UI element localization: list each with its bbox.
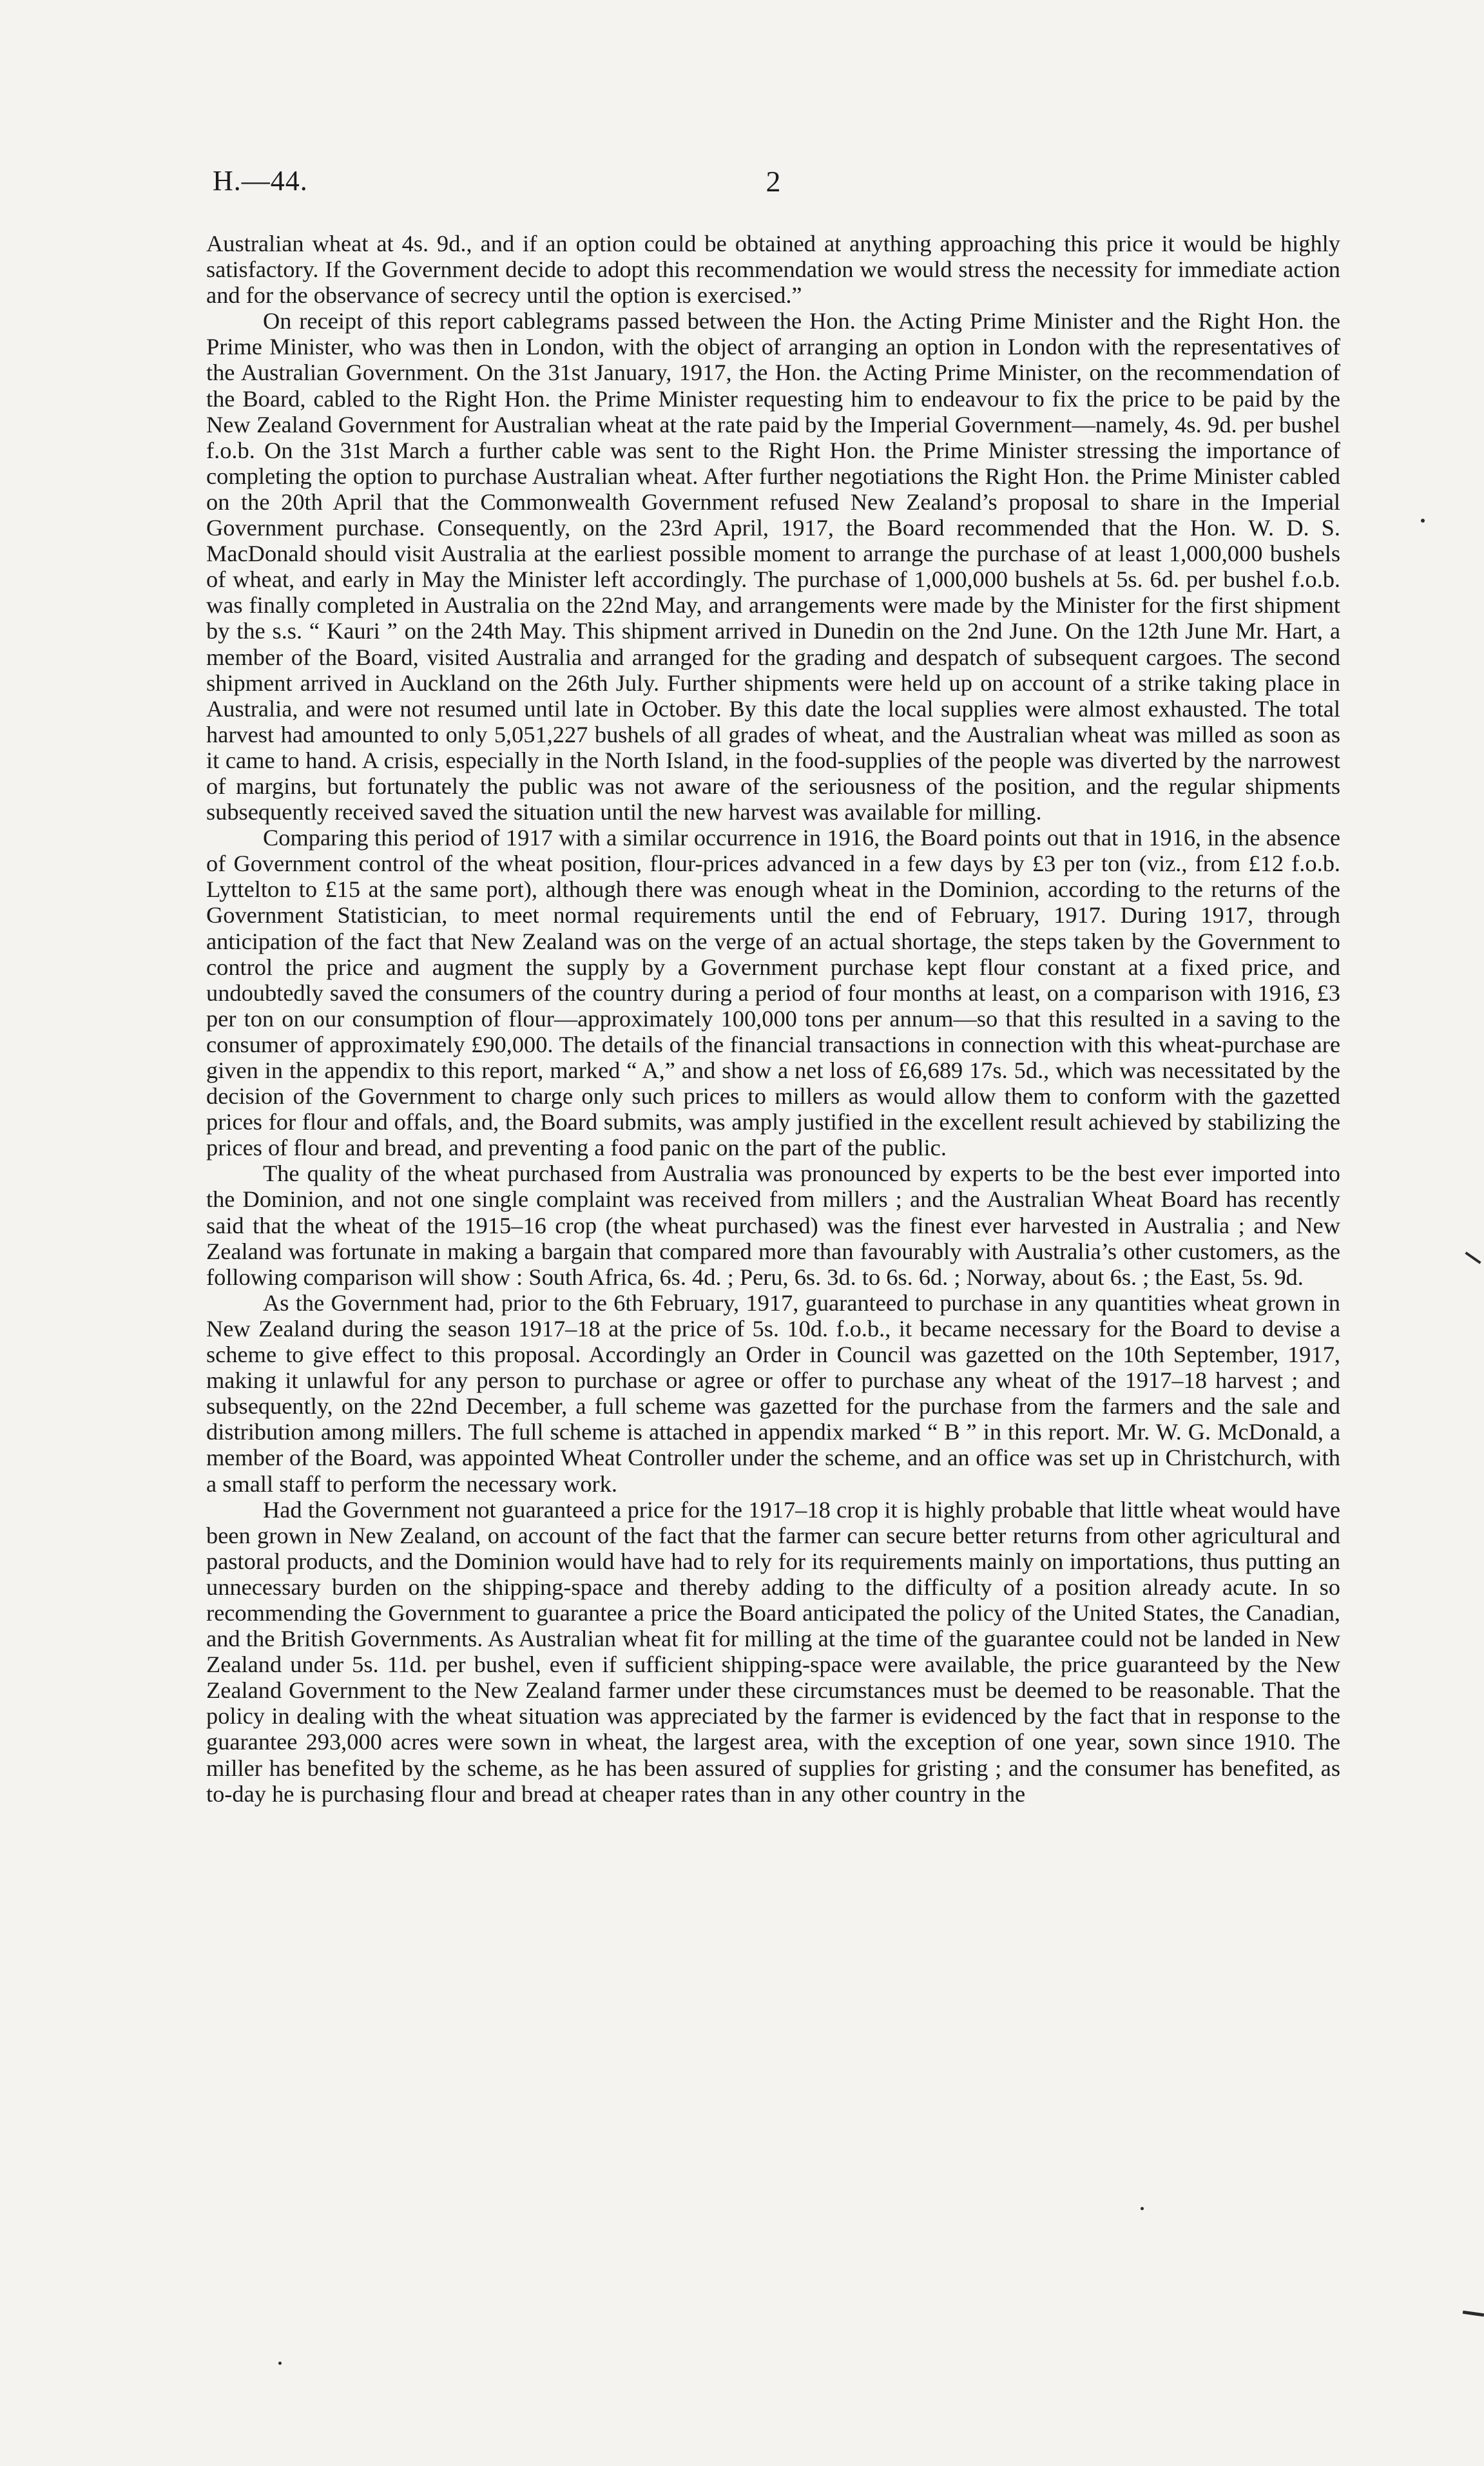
scan-speck bbox=[278, 2362, 282, 2365]
paragraph-comparison-1916: Comparing this period of 1917 with a similar occurrence in 1916, the Board points out that in 1916, in the absence of Government control of the wheat position, flour-prices advanced in a few days by £3 per ton (viz., from £12 f.o.b. Lyttelton to £15 at the same port), although there was enough wheat in the Dominion, according to the returns of the Government Statistician, to meet normal requirements until the end of February, 1917. During 1917, through anticipation of the fact that New Zealand was on the verge of an actual shortage, the steps taken by the Government to control the price and augment the supply by a Government purchase kept flour constant at a fixed price, and undoubtedly saved the consumers of the country during a period of four months at least, on a comparison with 1916, £3 per ton on our consumption of flour—approximately 100,000 tons per annum—so that this resulted in a saving to the consumer of approximately £90,000. The details of the financial transactions in connection with this wheat-purchase are given in the appendix to this report, marked “ A,” and show a net loss of £6,689 17s. 5d., which was necessitated by the decision of the Government to charge only such prices to millers as would allow them to conform with the gazetted prices for flour and offals, and, the Board submits, was amply justified in the excellent result achieved by stabilizing the prices of flour and bread, and preventing a food panic on the part of the public. bbox=[206, 825, 1340, 1161]
page-number: 2 bbox=[766, 165, 781, 198]
paragraph-wheat-quality: The quality of the wheat purchased from Australia was pronounced by experts to be the best ever imported into the Dominion, and not one single complaint was received from millers ; and the Australian Wheat Board has recently said that the wheat of the 1915–16 crop (the wheat purchased) was the finest ever harvested in Australia ; and New Zealand was fortunate in making a bargain that compared more than favourably with Australia’s other customers, as the following comparison will show : South Africa, 6s. 4d. ; Peru, 6s. 3d. to 6s. 6d. ; Norway, about 6s. ; the East, 5s. 9d. bbox=[206, 1161, 1340, 1290]
paragraph-continuation: Australian wheat at 4s. 9d., and if an option could be obtained at anything approaching this price it would be highly satisfactory. If the Government decide to adopt this recommendation we would stress the necessity for immediate action and for the observance of secrecy until the option is exercised.” bbox=[206, 231, 1340, 309]
paragraph-guarantee-scheme: As the Government had, prior to the 6th February, 1917, guaranteed to purchase in any quantities wheat grown in New Zealand during the season 1917–18 at the price of 5s. 10d. f.o.b., it became necessary for the Board to devise a scheme to give effect to this proposal. Accordingly an Order in Council was gazetted on the 10th September, 1917, making it unlawful for any person to purchase or agree or offer to purchase any wheat of the 1917–18 harvest ; and subsequently, on the 22nd December, a full scheme was gazetted for the purchase from the farmers and the sale and distribution among millers. The full scheme is attached in appendix marked “ B ” in this report. Mr. W. G. McDonald, a member of the Board, was appointed Wheat Controller under the scheme, and an office was set up in Christchurch, with a small staff to perform the necessary work. bbox=[206, 1289, 1340, 1497]
scan-speck bbox=[1141, 2207, 1144, 2210]
paragraph-cablegrams: On receipt of this report cablegrams passed between the Hon. the Acting Prime Minister and the Right Hon. the Prime Minister, who was then in London, with the object of arranging an option in London with the representatives of the Australian Government. On the 31st January, 1917, the Hon. the Acting Prime Minister, on the recommendation of the Board, cabled to the Right Hon. the Prime Minister requesting him to endeavour to fix the price to be paid by the New Zealand Government for Australian wheat at the rate paid by the Imperial Government—namely, 4s. 9d. per bushel f.o.b. On the 31st March a further cable was sent to the Right Hon. the Prime Minister stressing the importance of completing the option to purchase Australian wheat. After further negotiations the Right Hon. the Prime Minister cabled on the 20th April that the Commonwealth Government refused New Zealand’s proposal to share in the Imperial Government purchase. Consequently, on the 23rd April, 1917, the Board recommended that the Hon. W. D. S. MacDonald should visit Australia at the earliest possible moment to arrange the purchase of at least 1,000,000 bushels of wheat, and early in May the Minister left accordingly. The purchase of 1,000,000 bushels at 5s. 6d. per bushel f.o.b. was finally completed in Australia on the 22nd May, and arrangements were made by the Minister for the first shipment by the s.s. “ Kauri ” on the 24th May. This shipment arrived in Dunedin on the 2nd June. On the 12th June Mr. Hart, a member of the Board, visited Australia and arranged for the grading and despatch of subsequent cargoes. The second shipment arrived in Auckland on the 26th July. Further shipments were held up on account of a strike taking place in Australia, and were not resumed until late in October. By this date the local supplies were almost exhausted. The total harvest had amounted to only 5,051,227 bushels of all grades of wheat, and the Australian wheat was milled as soon as it came to hand. A crisis, especially in the North Island, in the food-supplies of the people was diverted by the narrowest of margins, but fortunately the public was not aware of the seriousness of the position, and the regular shipments subsequently received saved the situation until the new harvest was available for milling. bbox=[206, 308, 1340, 825]
page-header bbox=[213, 164, 1334, 209]
paragraph-guaranteed-price: Had the Government not guaranteed a price for the 1917–18 crop it is highly probable that little wheat would have been grown in New Zealand, on account of the fact that the farmer can secure better returns from other agricultural and pastoral products, and the Dominion would have had to rely for its requirements mainly on importations, thus putting an unnecessary burden on the shipping-space and thereby adding to the difficulty of a position already acute. In so recommending the Government to guarantee a price the Board anticipated the policy of the United States, the Canadian, and the British Governments. As Australian wheat fit for milling at the time of the guarantee could not be landed in New Zealand under 5s. 11d. per bushel, even if sufficient shipping-space were available, the price guaranteed by the New Zealand Government to the New Zealand farmer under these circumstances must be deemed to be reasonable. That the policy in dealing with the wheat situation was appreciated by the farmer is evidenced by the fact that in response to the guarantee 293,000 acres were sown in wheat, the largest area, with the exception of one year, sown since 1910. The miller has benefited by the scheme, as he has been assured of supplies for gristing ; and the consumer has benefited, as to-day he is purchasing flour and bread at cheaper rates than in any other country in the bbox=[206, 1496, 1340, 1807]
body-text bbox=[206, 231, 1340, 1807]
document-reference: H.—44. bbox=[213, 165, 308, 197]
scan-speck bbox=[1421, 519, 1425, 523]
scan-speck bbox=[1465, 1251, 1481, 1264]
scan-speck bbox=[1463, 2311, 1484, 2317]
